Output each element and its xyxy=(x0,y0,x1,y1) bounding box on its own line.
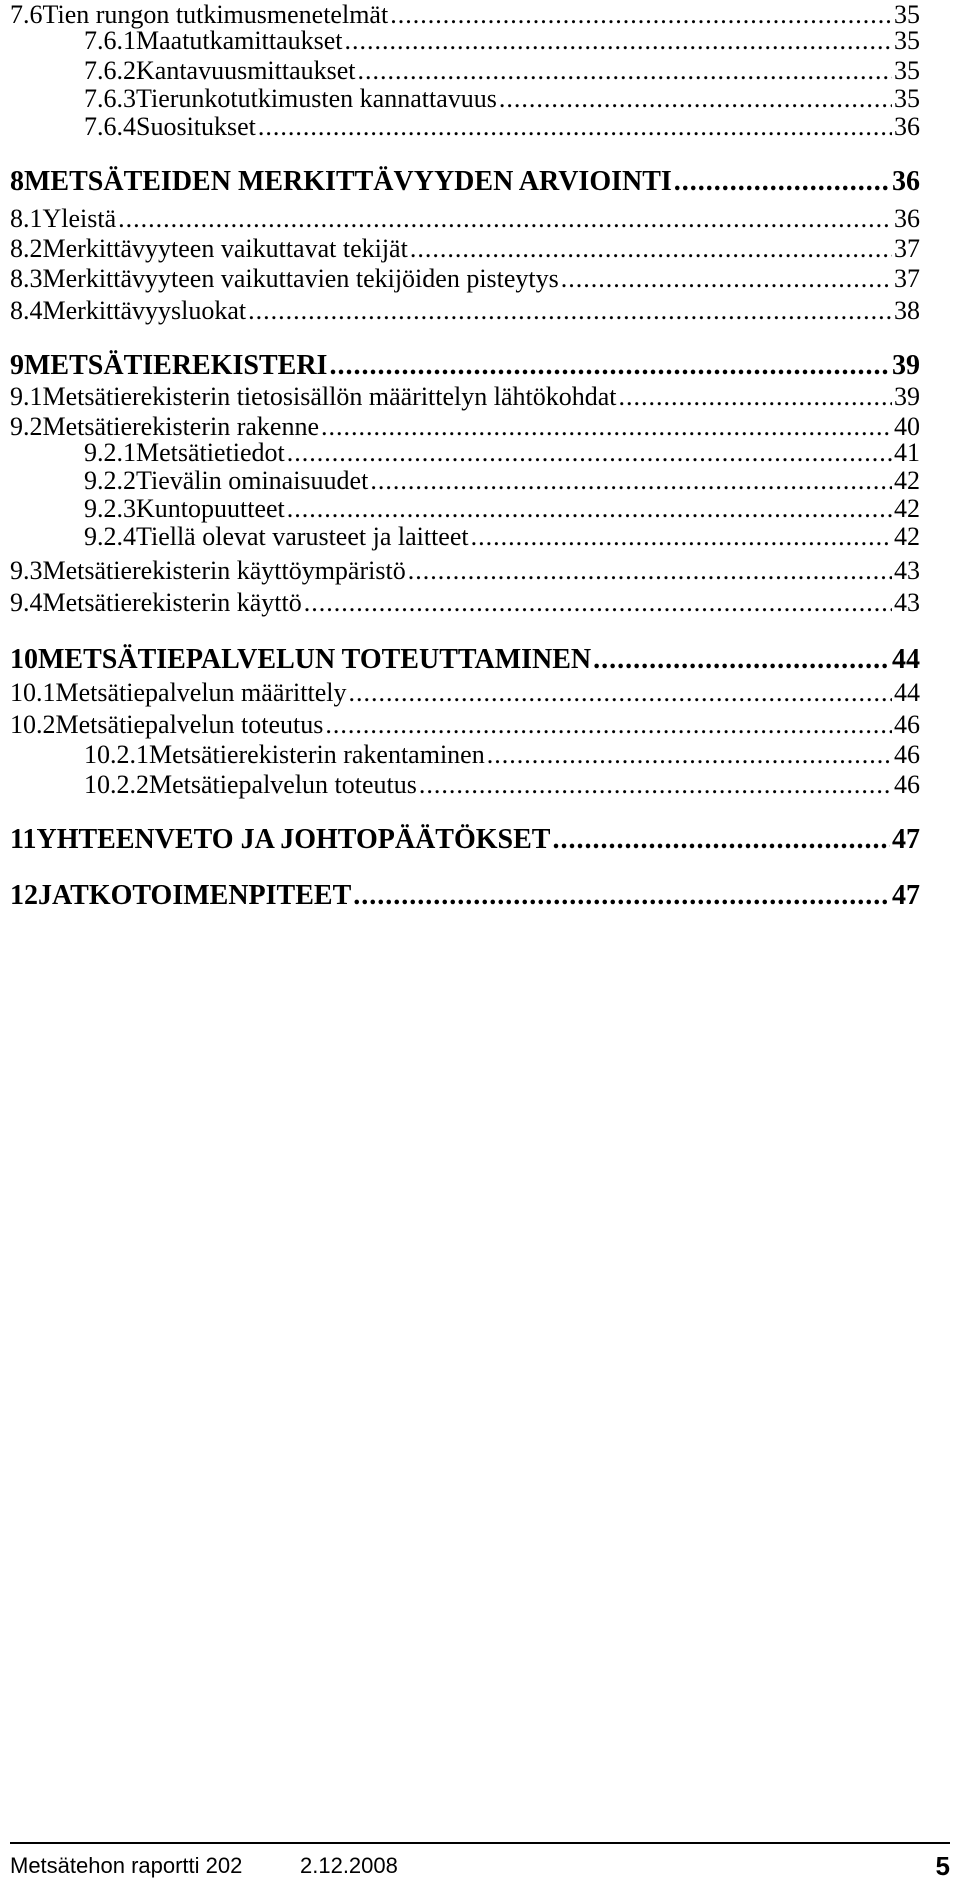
toc-entry[interactable] xyxy=(10,166,920,200)
toc-dot-leader xyxy=(345,26,892,56)
toc-entry-page: 42 xyxy=(894,466,920,495)
toc-dot-leader xyxy=(674,166,890,198)
toc-entry-title: Metsätierekisterin rakenne xyxy=(42,412,319,441)
toc-entry[interactable] xyxy=(84,522,920,556)
toc-entry[interactable] xyxy=(10,350,920,384)
toc-entry-title: Tiellä olevat varusteet ja laitteet xyxy=(136,522,469,551)
toc-entry-title: Tievälin ominaisuudet xyxy=(136,466,369,495)
toc-entry-number: 8.4 xyxy=(10,296,43,325)
toc-entry-page: 35 xyxy=(894,0,920,29)
toc-entry-number: 9.1 xyxy=(10,382,43,411)
toc-entry-number: 9.2.4 xyxy=(84,522,136,551)
toc-entry-title: METSÄTIEPALVELUN TOTEUTTAMINEN xyxy=(38,644,592,675)
toc-dot-leader xyxy=(593,644,890,676)
toc-entry-number: 7.6.1 xyxy=(84,26,136,55)
toc-dot-leader xyxy=(619,382,892,412)
toc-entry-title: METSÄTEIDEN MERKITTÄVYYDEN ARVIOINTI xyxy=(24,166,672,197)
toc-entry-title: Yleistä xyxy=(42,204,117,233)
toc-entry-number: 12 xyxy=(10,880,38,911)
toc-entry-page: 36 xyxy=(894,112,920,141)
toc-entry[interactable] xyxy=(10,678,920,712)
toc-entry-title: Metsätierekisterin käyttö xyxy=(42,588,302,617)
toc-entry[interactable] xyxy=(84,770,920,804)
toc-entry-page: 42 xyxy=(894,494,920,523)
toc-entry[interactable] xyxy=(84,112,920,146)
toc-entry-title: Metsätiepalvelun toteutus xyxy=(149,770,417,799)
toc-entry-title: METSÄTIEREKISTERI xyxy=(24,350,328,381)
toc-entry-title: Suositukset xyxy=(136,112,256,141)
toc-entry-title: Merkittävyyteen vaikuttavien tekijöiden pisteytys xyxy=(42,264,559,293)
toc-entry-title: Maatutkamittaukset xyxy=(136,26,343,55)
toc-entry-number: 9.2 xyxy=(10,412,43,441)
toc-entry-title: Metsätiepalvelun toteutus xyxy=(55,710,324,739)
toc-dot-leader xyxy=(258,112,892,142)
toc-dot-leader xyxy=(118,204,892,234)
toc-entry-number: 10.2.2 xyxy=(84,770,149,799)
toc-entry-page: 46 xyxy=(894,770,920,799)
toc-entry-number: 10.1 xyxy=(10,678,56,707)
toc-entry[interactable] xyxy=(10,588,920,622)
toc-dot-leader xyxy=(304,588,892,618)
toc-entry-number: 9 xyxy=(10,350,24,381)
toc-entry-title: Metsätierekisterin rakentaminen xyxy=(149,740,485,769)
footer-date: 2.12.2008 xyxy=(300,1853,398,1878)
toc-entry-page: 43 xyxy=(894,556,920,585)
toc-entry-title: JATKOTOIMENPITEET xyxy=(38,880,352,911)
toc-entry-page: 35 xyxy=(894,56,920,85)
toc-entry-number: 8.3 xyxy=(10,264,43,293)
toc-entry-number: 8.1 xyxy=(10,204,43,233)
toc-entry-page: 47 xyxy=(892,880,920,911)
toc-entry-number: 7.6.2 xyxy=(84,56,136,85)
toc-entry-page: 41 xyxy=(894,438,920,467)
toc-entry-title: YHTEENVETO JA JOHTOPÄÄTÖKSET xyxy=(36,824,551,855)
toc-entry-title: Kantavuusmittaukset xyxy=(136,56,356,85)
toc-entry[interactable] xyxy=(10,264,920,298)
toc-entry[interactable] xyxy=(10,382,920,416)
toc-dot-leader xyxy=(370,466,892,496)
toc-entry-page: 40 xyxy=(894,412,920,441)
toc-entry[interactable] xyxy=(10,204,920,238)
toc-entry-title: Metsätietiedot xyxy=(136,438,285,467)
toc-entry-page: 39 xyxy=(892,350,920,381)
toc-dot-leader xyxy=(325,710,892,740)
toc-dot-leader xyxy=(408,556,892,586)
toc-entry-number: 9.4 xyxy=(10,588,43,617)
toc-entry-page: 47 xyxy=(892,824,920,855)
toc-entry-page: 39 xyxy=(894,382,920,411)
toc-dot-leader xyxy=(419,770,892,800)
toc-entry-number: 7.6 xyxy=(10,0,43,29)
toc-dot-leader xyxy=(287,438,892,468)
toc-entry-page: 36 xyxy=(892,166,920,197)
toc-dot-leader xyxy=(410,234,892,264)
toc-entry-page: 46 xyxy=(894,710,920,739)
toc-entry[interactable] xyxy=(10,824,920,858)
toc-entry-page: 43 xyxy=(894,588,920,617)
toc-entry-page: 44 xyxy=(894,678,920,707)
toc-dot-leader xyxy=(248,296,892,326)
toc-entry-number: 10.2 xyxy=(10,710,56,739)
page-footer xyxy=(10,1846,950,1886)
toc-dot-leader xyxy=(358,56,892,86)
toc-entry[interactable] xyxy=(10,234,920,268)
toc-entry-page: 37 xyxy=(894,234,920,263)
toc-entry-page: 35 xyxy=(894,26,920,55)
toc-entry[interactable] xyxy=(10,880,920,914)
toc-entry-title: Metsätiepalvelun määrittely xyxy=(55,678,347,707)
toc-entry[interactable] xyxy=(84,26,920,60)
toc-entry-title: Kuntopuutteet xyxy=(136,494,285,523)
toc-entry-title: Merkittävyysluokat xyxy=(42,296,247,325)
toc-entry-number: 9.3 xyxy=(10,556,43,585)
toc-entry-number: 8.2 xyxy=(10,234,43,263)
toc-dot-leader xyxy=(353,880,890,912)
toc-entry-page: 38 xyxy=(894,296,920,325)
toc-entry-page: 42 xyxy=(894,522,920,551)
toc-dot-leader xyxy=(499,84,892,114)
toc-entry-number: 8 xyxy=(10,166,24,197)
toc-entry-page: 44 xyxy=(892,644,920,675)
toc-dot-leader xyxy=(487,740,892,770)
toc-dot-leader xyxy=(552,824,890,856)
toc-entry-title: Tierunkotutkimusten kannattavuus xyxy=(136,84,497,113)
footer-rule xyxy=(10,1842,950,1844)
toc-entry-number: 9.2.2 xyxy=(84,466,136,495)
toc-entry[interactable] xyxy=(10,644,920,678)
toc-entry-number: 11 xyxy=(10,824,37,855)
toc-dot-leader xyxy=(561,264,892,294)
toc-entry-number: 10 xyxy=(10,644,38,675)
toc-entry-title: Merkittävyyteen vaikuttavat tekijät xyxy=(42,234,408,263)
toc-dot-leader xyxy=(348,678,892,708)
toc-entry-page: 35 xyxy=(894,84,920,113)
toc-entry-number: 9.2.1 xyxy=(84,438,136,467)
toc-entry[interactable] xyxy=(10,296,920,330)
toc-entry-number: 7.6.3 xyxy=(84,84,136,113)
toc-entry-title: Metsätierekisterin tietosisällön määrittelyn lähtökohdat xyxy=(42,382,617,411)
toc-entry-title: Tien rungon tutkimusmenetelmät xyxy=(42,0,389,29)
toc-entry-page: 46 xyxy=(894,740,920,769)
toc-dot-leader xyxy=(471,522,892,552)
toc-entry-page: 36 xyxy=(894,204,920,233)
toc-entry-page: 37 xyxy=(894,264,920,293)
footer-page-number: 5 xyxy=(935,1850,950,1881)
footer-report-name: Metsätehon raportti 202 xyxy=(10,1853,243,1878)
toc-dot-leader xyxy=(329,350,890,382)
toc-entry[interactable] xyxy=(84,740,920,774)
toc-entry-number: 7.6.4 xyxy=(84,112,136,141)
toc-entry-number: 10.2.1 xyxy=(84,740,149,769)
toc-entry-number: 9.2.3 xyxy=(84,494,136,523)
toc-entry[interactable] xyxy=(10,710,920,744)
toc-entry[interactable] xyxy=(10,556,920,590)
toc-dot-leader xyxy=(287,494,892,524)
toc-entry-title: Metsätierekisterin käyttöympäristö xyxy=(42,556,406,585)
